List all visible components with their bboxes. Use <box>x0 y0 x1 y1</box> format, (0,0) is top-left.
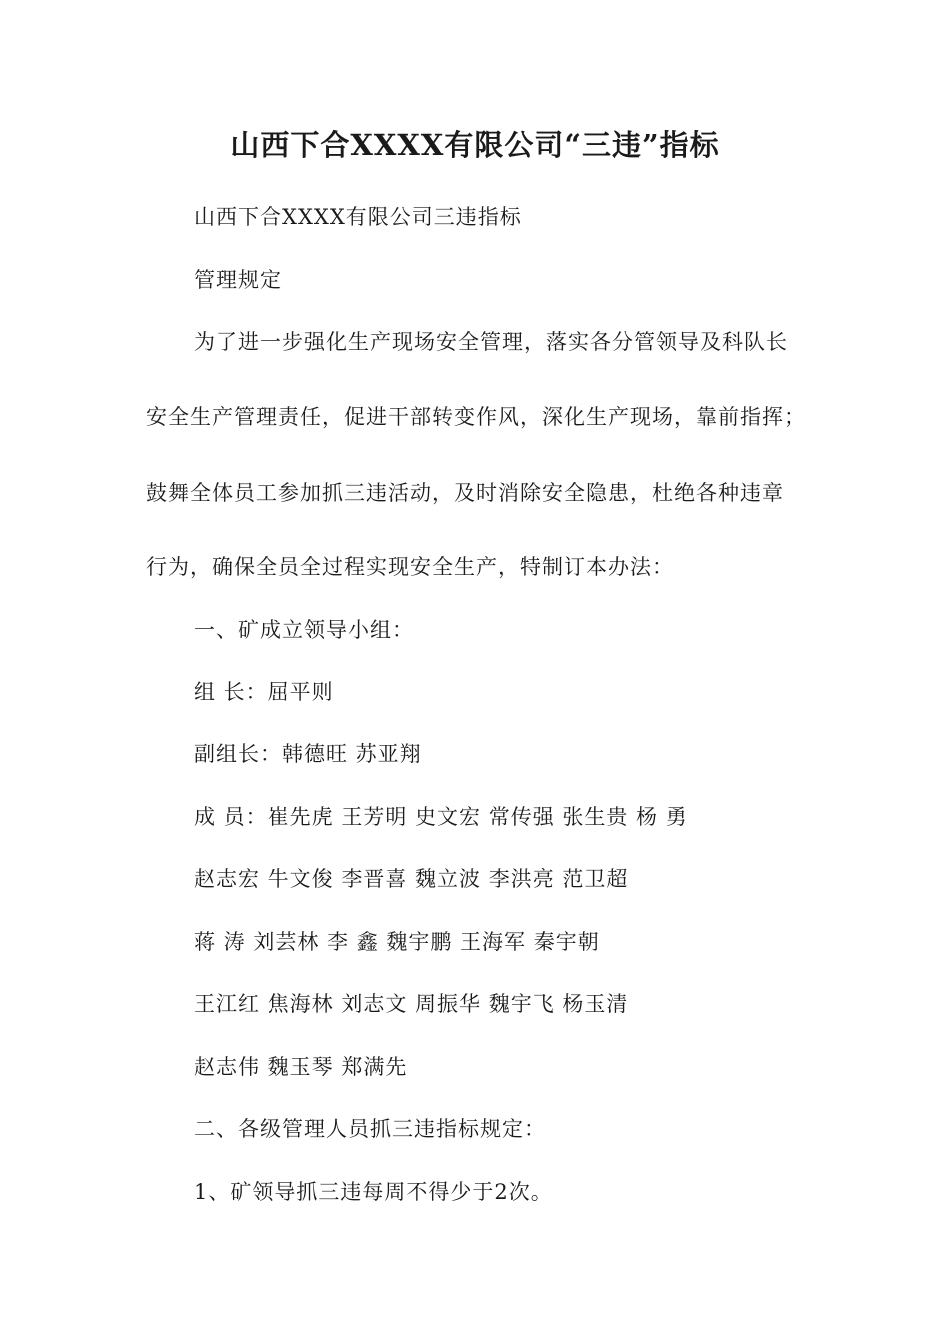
leader-line: 组 长：屈平则 <box>194 680 334 704</box>
section-heading-2: 二、各级管理人员抓三违指标规定： <box>194 1117 546 1141</box>
subtitle-line-1: 山西下合XXXX有限公司三违指标 <box>194 205 522 229</box>
paragraph-line-2: 安全生产管理责任，促进干部转变作风，深化生产现场，靠前指挥； <box>146 405 806 429</box>
members-line-5: 赵志伟 魏玉琴 郑满先 <box>194 1055 408 1079</box>
paragraph-line-3: 鼓舞全体员工参加抓三违活动，及时消除安全隐患，杜绝各种违章 <box>146 481 784 505</box>
document-title: 山西下合XXXX有限公司“三违”指标 <box>230 128 720 162</box>
deputy-leader-line: 副组长：韩德旺 苏亚翔 <box>194 742 422 766</box>
paragraph-line-4: 行为，确保全员全过程实现安全生产，特制订本办法： <box>146 555 674 579</box>
section-heading-1: 一、矿成立领导小组： <box>194 618 414 642</box>
members-line-1: 成 员：崔先虎 王芳明 史文宏 常传强 张生贵 杨 勇 <box>194 805 688 829</box>
members-line-2: 赵志宏 牛文俊 李晋喜 魏立波 李洪亮 范卫超 <box>194 867 629 891</box>
members-line-3: 蒋 涛 刘芸林 李 鑫 魏宇鹏 王海军 秦宇朝 <box>194 930 600 954</box>
subtitle-line-2: 管理规定 <box>194 268 282 292</box>
paragraph-line-1: 为了进一步强化生产现场安全管理，落实各分管领导及科队长 <box>194 330 788 354</box>
members-line-4: 王江红 焦海林 刘志文 周振华 魏宇飞 杨玉清 <box>194 992 629 1016</box>
rule-item-1: 1、矿领导抓三违每周不得少于2次。 <box>194 1180 553 1204</box>
